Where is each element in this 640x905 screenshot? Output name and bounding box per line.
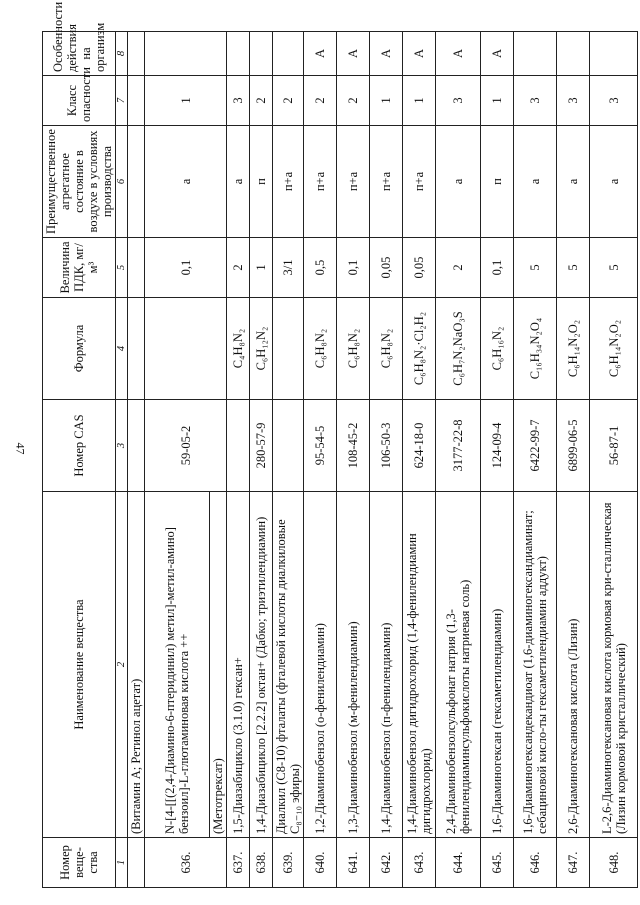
cas-number: 124-09-4: [481, 400, 514, 492]
hazard-class: 2: [304, 76, 337, 126]
effect-features: А: [370, 32, 403, 76]
effect-features: [557, 32, 590, 76]
effect-features: А: [481, 32, 514, 76]
cas-number: [273, 400, 304, 492]
substance-number: 636.: [145, 838, 227, 888]
substance-name: (Метотрексат): [210, 492, 227, 838]
table-row: [304, 32, 337, 888]
header-number: Номер веще-ства: [43, 838, 116, 888]
header-state: Преимущественное агрегатное состояние в воздухе в условиях производства: [43, 126, 116, 238]
hazard-class: 1: [481, 76, 514, 126]
substance-name: 2,4-Диаминобензолсульфонат натрия (1,3-фенилендиаминсульфокислоты натриевая соль): [436, 492, 481, 838]
effect-features: [590, 32, 638, 76]
substance-number: 643.: [403, 838, 436, 888]
page-number: 47: [13, 442, 28, 455]
table-row: [227, 32, 250, 888]
formula: C₆H₈N₂·Cl₂H₂: [403, 298, 436, 400]
pdk-value: 0,5: [304, 238, 337, 298]
formula: [145, 298, 227, 400]
hazardous-substances-table: [42, 1, 638, 888]
col-number: 1: [116, 838, 128, 888]
col-number: 8: [116, 32, 128, 76]
aggregate-state: а: [557, 126, 590, 238]
substance-name: 1,4-Диаминобензол (п-фенилендиамин): [370, 492, 403, 838]
substance-name: Диалкил (C8-10) фталаты (фталевой кислоты диалкиловые C₈₋₁₀ эфиры): [273, 492, 304, 838]
table-row: [250, 32, 273, 888]
formula: C₆H₁₄N₂O₂: [590, 298, 638, 400]
effect-features: [273, 32, 304, 76]
aggregate-state: п+а: [403, 126, 436, 238]
substance-number: 645.: [481, 838, 514, 888]
table-row: [273, 32, 304, 888]
formula: C₁₆H₃₄N₂O₄: [514, 298, 557, 400]
cas-number: 3177-22-8: [436, 400, 481, 492]
cas-number: 280-57-9: [250, 400, 273, 492]
table-row: [370, 32, 403, 888]
header-class: Класс опасности: [43, 76, 116, 126]
col-number: 3: [116, 400, 128, 492]
aggregate-state: п+а: [273, 126, 304, 238]
col-number: 6: [116, 126, 128, 238]
formula: C₄H₈N₂: [227, 298, 250, 400]
formula: [273, 298, 304, 400]
substance-name: 1,3-Диаминобензол (м-фенилендиамин): [337, 492, 370, 838]
formula: C₆H₁₄N₂O₂: [557, 298, 590, 400]
col-number: 5: [116, 238, 128, 298]
substance-name: N-[4-[[(2,4-Диамино-6-птеридинил) метил]-метил-амино] бензоил]-L-глютаминовая кислота ++: [145, 492, 210, 838]
table-row: [590, 32, 638, 888]
aggregate-state: а: [590, 126, 638, 238]
pdk-value: 0,1: [145, 238, 227, 298]
hazard-class: 3: [514, 76, 557, 126]
substance-number: 644.: [436, 838, 481, 888]
table-row: [337, 32, 370, 888]
header-pdk: Величина ПДК, мг/м³: [43, 238, 116, 298]
hazard-class: 2: [337, 76, 370, 126]
table-row: [403, 32, 436, 888]
page-content: [42, 1, 628, 888]
aggregate-state: п+а: [304, 126, 337, 238]
substance-name: 2,6-Диаминогексановая кислота (Лизин): [557, 492, 590, 838]
effect-features: [227, 32, 250, 76]
cas-number: 6899-06-5: [557, 400, 590, 492]
column-number-row: [116, 32, 128, 888]
effect-features: А: [304, 32, 337, 76]
effect-features: А: [403, 32, 436, 76]
substance-number: 647.: [557, 838, 590, 888]
header-formula: Формула: [43, 298, 116, 400]
table-row: [436, 32, 481, 888]
cas-number: 95-54-5: [304, 400, 337, 492]
pdk-value: 0,05: [370, 238, 403, 298]
effect-features: [250, 32, 273, 76]
substance-name: L-2,6-Диаминогексановая кислота кормовая кри-сталлическая (Лизин кормовой кристаллический): [590, 492, 638, 838]
cas-number: 624-18-0: [403, 400, 436, 492]
table-row: [481, 32, 514, 888]
substance-number: 637.: [227, 838, 250, 888]
table-row: [145, 32, 210, 888]
pdk-value: 5: [590, 238, 638, 298]
hazard-class: 3: [557, 76, 590, 126]
substance-number: 639.: [273, 838, 304, 888]
effect-features: [514, 32, 557, 76]
hazard-class: 1: [145, 76, 227, 126]
substance-name: (Витамин А; Ретинол ацетат): [128, 492, 145, 838]
aggregate-state: п: [250, 126, 273, 238]
formula: C₆H₈N₂: [304, 298, 337, 400]
table-row: [514, 32, 557, 888]
col-number: 7: [116, 76, 128, 126]
substance-number: 642.: [370, 838, 403, 888]
substance-name: 1,4-Диаминобензол дигидрохлорид (1,4-фенилендиамин дигидрохлорид): [403, 492, 436, 838]
substance-name: 1,6-Диаминогексан (гексаметилендиамин): [481, 492, 514, 838]
substance-number: 648.: [590, 838, 638, 888]
pdk-value: 5: [557, 238, 590, 298]
pdk-value: 0,1: [481, 238, 514, 298]
header-row: [43, 32, 116, 888]
substance-number: 641.: [337, 838, 370, 888]
aggregate-state: п: [481, 126, 514, 238]
table-row: [557, 32, 590, 888]
hazard-class: 2: [273, 76, 304, 126]
effect-features: А: [436, 32, 481, 76]
header-name: Наименование вещества: [43, 492, 116, 838]
substance-name: 1,4-Диазабицикло [2.2.2] октан+ (Дабко; триэтилендиамин): [250, 492, 273, 838]
formula: C₆H₁₆N₂: [481, 298, 514, 400]
substance-number: 640.: [304, 838, 337, 888]
pdk-value: 2: [227, 238, 250, 298]
cas-number: 59-05-2: [145, 400, 227, 492]
formula: C₆H₈N₂: [337, 298, 370, 400]
col-number: 4: [116, 298, 128, 400]
hazard-class: 3: [590, 76, 638, 126]
substance-number: 646.: [514, 838, 557, 888]
hazard-class: 2: [250, 76, 273, 126]
substance-name: 1,2-Диаминобензол (о-фенилендиамин): [304, 492, 337, 838]
aggregate-state: п+а: [370, 126, 403, 238]
substance-name: 1,5-Диазабицикло (3.1.0) гексан+: [227, 492, 250, 838]
cas-number: [227, 400, 250, 492]
pdk-value: 1: [250, 238, 273, 298]
substance-name: 1,6-Диаминогександекандиоат (1,6-диаминогександиаминат; себациновой кисло-ты гексаметилендиамин аддукт): [514, 492, 557, 838]
hazard-class: 3: [227, 76, 250, 126]
header-effect: Особенности действия на организм: [43, 32, 116, 76]
pdk-value: 0,05: [403, 238, 436, 298]
header-cas: Номер CAS: [43, 400, 116, 492]
cas-number: 108-45-2: [337, 400, 370, 492]
aggregate-state: а: [436, 126, 481, 238]
pdk-value: 0,1: [337, 238, 370, 298]
cas-number: 56-87-1: [590, 400, 638, 492]
formula: C₆H₁₂N₂: [250, 298, 273, 400]
hazard-class: 1: [370, 76, 403, 126]
cas-number: 106-50-3: [370, 400, 403, 492]
table-row: [128, 32, 145, 888]
formula: C₆H₇N₂NaO₃S: [436, 298, 481, 400]
col-number: 2: [116, 492, 128, 838]
pdk-value: 3/1: [273, 238, 304, 298]
rotated-table-container: [42, 1, 628, 888]
pdk-value: 2: [436, 238, 481, 298]
cas-number: 6422-99-7: [514, 400, 557, 492]
hazard-class: 1: [403, 76, 436, 126]
aggregate-state: п+а: [337, 126, 370, 238]
aggregate-state: а: [227, 126, 250, 238]
pdk-value: 5: [514, 238, 557, 298]
formula: C₆H₈N₂: [370, 298, 403, 400]
hazard-class: 3: [436, 76, 481, 126]
effect-features: А: [337, 32, 370, 76]
substance-number: 638.: [250, 838, 273, 888]
aggregate-state: а: [514, 126, 557, 238]
aggregate-state: а: [145, 126, 227, 238]
effect-features: [145, 32, 227, 76]
